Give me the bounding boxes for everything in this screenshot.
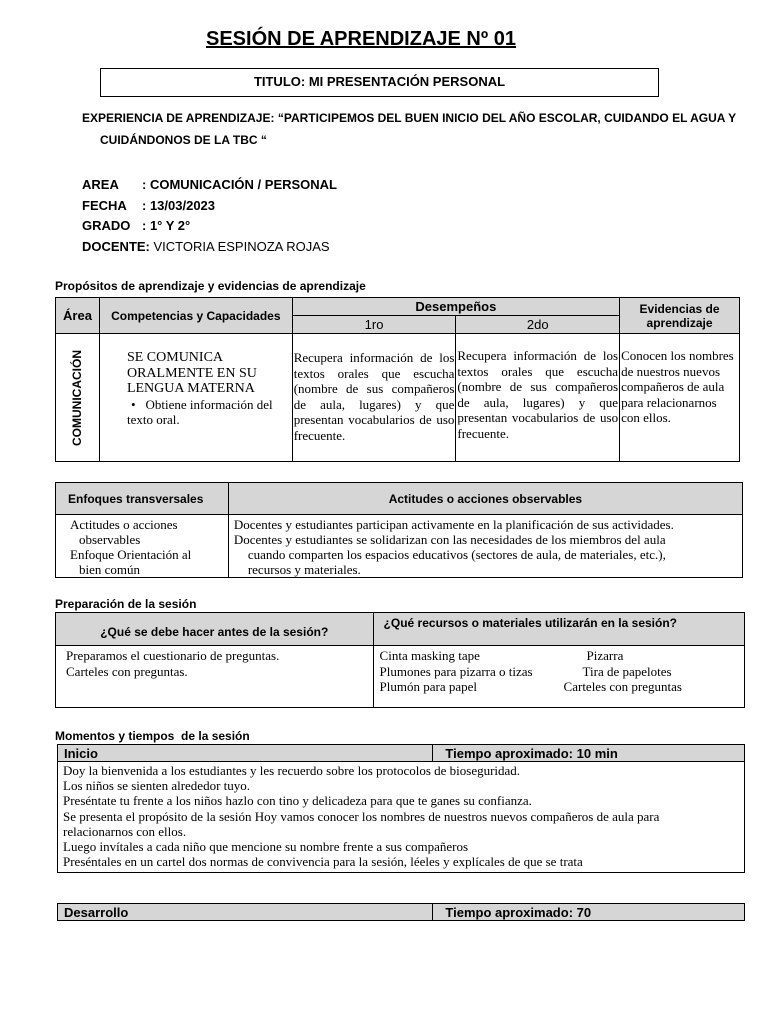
momentos-heading: Momentos y tiempos de la sesión — [55, 729, 250, 743]
desarrollo-tiempo: Tiempo aproximado: 70 — [433, 904, 745, 921]
inicio-line: Luego invítales a cada niño que mencione su nombre frente a sus compañeros — [63, 839, 469, 855]
col-evidencias: Evidencias de aprendizaje — [620, 298, 740, 334]
inicio-table — [57, 744, 745, 873]
experiencia-text-1: “PARTICIPEMOS DEL BUEN INICIO DEL AÑO ESCOLAR, CUIDANDO EL AGUA Y — [277, 111, 737, 125]
col-area: Área — [56, 298, 100, 334]
enfoque-line: Actitudes o acciones — [70, 517, 178, 532]
evidencia-cell: Conocen los nombres de nuestros nuevos compañeros de aula para relacionarnos con ellos. — [620, 334, 740, 462]
recurso-row: Cinta masking tape Pizarra — [379, 648, 624, 663]
inicio-line: Preséntales en un cartel dos normas de convivencia para la sesión, léeles y explícales de que se trata — [63, 854, 583, 870]
competencia-cell — [99, 334, 292, 462]
propositos-table — [55, 297, 740, 462]
info-block — [82, 175, 337, 257]
col-antes: ¿Qué se debe hacer antes de la sesión? — [56, 613, 374, 646]
inicio-label: Inicio — [58, 745, 433, 762]
desarrollo-label: Desarrollo — [58, 904, 433, 921]
col-enfoques: Enfoques transversales — [56, 483, 229, 515]
info-docente: DOCENTE: VICTORIA ESPINOZA ROJAS — [82, 238, 330, 254]
col-1ro: 1ro — [292, 316, 456, 334]
desempeno-1ro-cell: Recupera información de los textos orales que escucha (nombre de sus compañeros de aula, lugares) y que presentan vocabularios de uso frecuente. — [292, 334, 456, 462]
enfoques-left-cell — [56, 515, 229, 578]
area-vertical-text: COMUNICACIÓN — [70, 349, 85, 446]
desempeno-2do-cell: Recupera información de los textos orales que escucha (nombre de sus compañeros de aula, lugares) y que presentan vocabularios de uso frecuente. — [456, 334, 620, 462]
col-actitudes: Actitudes o acciones observables — [228, 483, 742, 515]
experiencia-label: EXPERIENCIA DE APRENDIZAJE: — [82, 111, 275, 125]
recursos-cell — [373, 646, 744, 708]
propositos-heading: Propósitos de aprendizaje y evidencias de aprendizaje — [55, 279, 366, 293]
inicio-line: Doy la bienvenida a los estudiantes y les recuerdo sobre los protocolos de bioseguridad. — [63, 763, 521, 778]
actitud-line: cuando comparten los espacios educativos (sectores de aula, de materiales, etc.), — [247, 547, 666, 562]
antes-cell — [56, 646, 374, 708]
experiencia-line1 — [82, 111, 736, 125]
info-fecha: FECHA : 13/03/2023 — [82, 197, 216, 213]
actitud-line: recursos y materiales. — [247, 562, 361, 577]
antes-item: Preparamos el cuestionario de preguntas. — [66, 648, 280, 663]
enfoques-table — [55, 482, 743, 578]
info-area: AREA : COMUNICACIÓN / PERSONAL — [82, 177, 337, 192]
recurso-row: Plumón para papel Carteles con preguntas — [379, 679, 682, 694]
actitud-line: Docentes y estudiantes se solidarizan con las necesidades de los miembros del aula — [233, 532, 666, 547]
inicio-line: Los niños se sienten alrededor tuyo. — [63, 778, 251, 794]
session-subtitle-box — [100, 68, 659, 97]
col-recursos: ¿Qué recursos o materiales utilizarán en la sesión? — [373, 613, 744, 646]
col-competencias: Competencias y Capacidades — [99, 298, 292, 334]
inicio-tiempo: Tiempo aproximado: 10 min — [433, 745, 745, 762]
area-vertical-cell — [56, 334, 100, 462]
enfoque-line: bien común — [79, 562, 141, 577]
enfoques-right-cell — [228, 515, 742, 578]
page-title: SESIÓN DE APRENDIZAJE Nº 01 — [206, 28, 516, 50]
inicio-line: Se presenta el propósito de la sesión Hoy vamos conocer los nombres de nuestros nuevos compañeros de aula para — [63, 808, 660, 824]
info-grado: GRADO : 1° Y 2° — [82, 218, 191, 233]
actitud-line: Docentes y estudiantes participan activamente en la planificación de sus actividades. — [233, 517, 674, 532]
capacidad-item: • Obtiene información del texto oral. — [126, 396, 273, 427]
desarrollo-table — [57, 903, 745, 921]
antes-item: Carteles con preguntas. — [66, 663, 188, 679]
col-desempenos: Desempeños — [292, 298, 619, 316]
enfoque-line: observables — [79, 532, 141, 547]
session-subtitle: TITULO: MI PRESENTACIÓN PERSONAL — [253, 74, 506, 89]
inicio-line: relacionarnos con ellos. — [63, 823, 187, 839]
enfoque-line: Enfoque Orientación al — [70, 547, 192, 562]
inicio-content — [58, 762, 745, 873]
preparacion-heading: Preparación de la sesión — [55, 597, 197, 611]
col-2do: 2do — [456, 316, 620, 334]
preparacion-table — [55, 612, 745, 708]
inicio-line: Preséntate tu frente a los niños hazlo con tino y delicadeza para que te ganes su confianza. — [63, 793, 532, 809]
experiencia-text-2: CUIDÁNDONOS DE LA TBC “ — [100, 133, 267, 147]
recurso-row: Plumones para pizarra o tizas Tira de papelotes — [379, 663, 672, 679]
competencia-text: SE COMUNICA ORALMENTE EN SU LENGUA MATERNA — [126, 350, 257, 396]
